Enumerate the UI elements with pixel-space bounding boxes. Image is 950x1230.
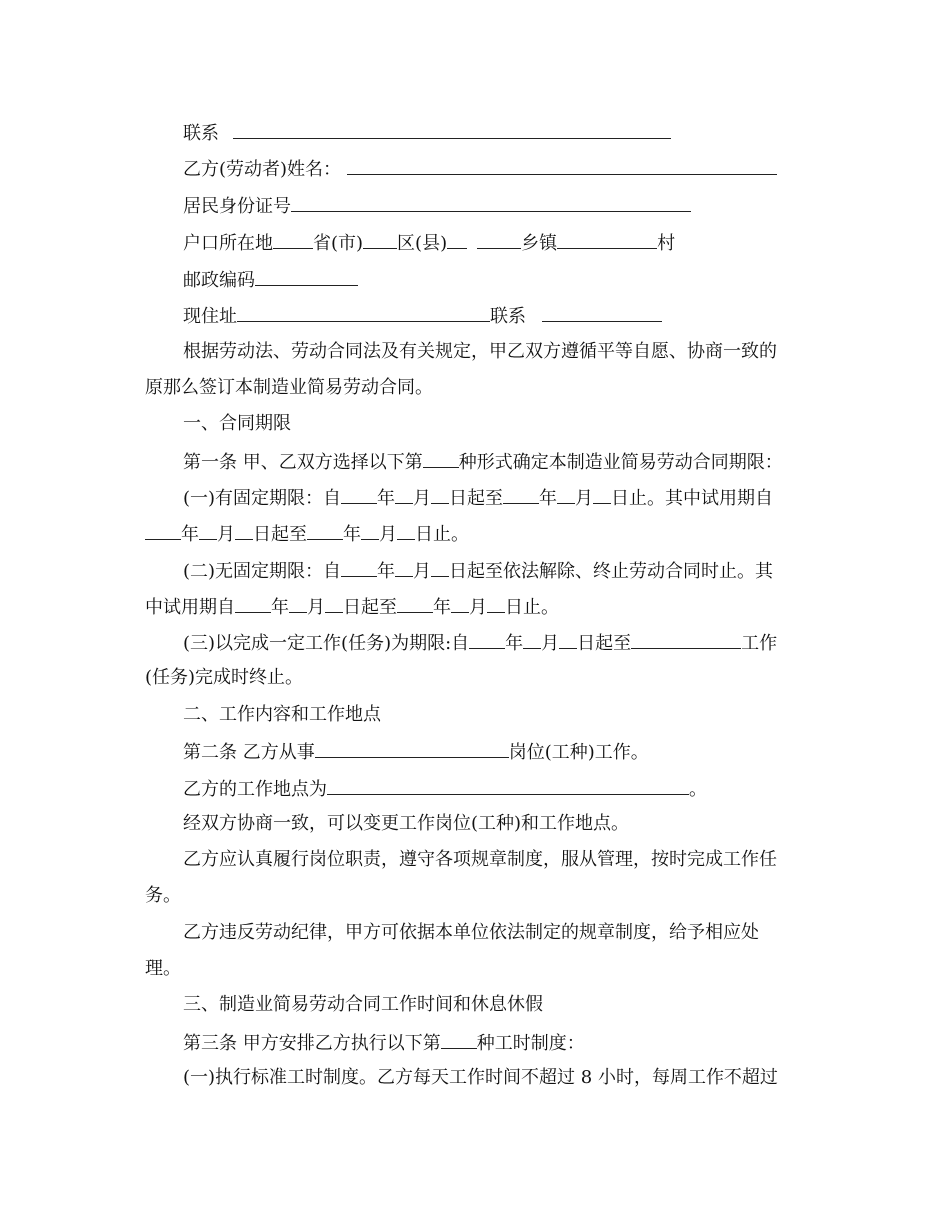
- option-1-label: (一)有固定期限：自: [183, 488, 342, 509]
- article-2-text-b: 岗位(工种)工作。: [508, 742, 649, 763]
- workplace-text-b: 。: [689, 779, 707, 800]
- month-label: 月: [413, 561, 432, 582]
- year-label: 年: [181, 524, 199, 545]
- month-label: 月: [379, 524, 397, 545]
- month-label: 月: [217, 524, 235, 545]
- township-blank[interactable]: [477, 231, 521, 249]
- workplace-line: [183, 777, 707, 801]
- party-b-name-label: 乙方(劳动者)姓名：: [183, 159, 342, 180]
- household-line: [183, 231, 675, 255]
- article-2-text-a: 第二条 乙方从事: [183, 742, 315, 763]
- blank[interactable]: [199, 522, 217, 540]
- village-label: 村: [657, 233, 676, 254]
- year-label: 年: [271, 597, 289, 618]
- article-3-line: [183, 1031, 585, 1055]
- option-1-line-2: [145, 522, 469, 546]
- district-blank[interactable]: [363, 231, 397, 249]
- month-label: 月: [307, 597, 325, 618]
- blank[interactable]: [307, 522, 343, 540]
- day-from-to-label: 日起至: [449, 488, 504, 509]
- task-blank[interactable]: [631, 631, 741, 649]
- article-3-text-b: 种工时制度：: [476, 1033, 585, 1054]
- duty-line-2: 务。: [145, 885, 181, 906]
- province-label: 省(市): [313, 233, 364, 254]
- blank[interactable]: [145, 522, 181, 540]
- blank[interactable]: [325, 595, 343, 613]
- discipline-line-1: 乙方违反劳动纪律，甲方可依据本单位依法制定的规章制度，给予相应处: [183, 922, 759, 943]
- month-label: 月: [575, 488, 594, 509]
- province-blank[interactable]: [273, 231, 313, 249]
- option-1-trial-text: 日止。其中试用期自: [611, 488, 774, 509]
- option-2-line-1: [183, 559, 773, 583]
- day-end-label: 日止。: [505, 597, 559, 618]
- id-number-blank[interactable]: [291, 194, 691, 212]
- workplace-blank[interactable]: [327, 777, 689, 795]
- day-from-to-label: 日起至: [343, 597, 397, 618]
- option-3-line-2: (任务)完成时终止。: [145, 667, 304, 688]
- address-label: 现住址: [183, 306, 237, 327]
- contact-line: [183, 121, 671, 145]
- blank[interactable]: [235, 595, 271, 613]
- workplace-text-a: 乙方的工作地点为: [183, 779, 327, 800]
- change-line: 经双方协商一致，可以变更工作岗位(工种)和工作地点。: [183, 813, 630, 834]
- option-3-line-1: [183, 631, 777, 655]
- blank[interactable]: [557, 486, 575, 504]
- year-label: 年: [433, 597, 451, 618]
- blank[interactable]: [341, 486, 377, 504]
- article-2-line: [183, 740, 649, 764]
- address-line: [183, 304, 662, 328]
- month-label: 月: [469, 597, 487, 618]
- job-post-blank[interactable]: [315, 740, 509, 758]
- discipline-line-2: 理。: [145, 958, 181, 979]
- blank[interactable]: [431, 559, 449, 577]
- option-3-work-label: 工作: [741, 633, 778, 654]
- postcode-line: [183, 268, 358, 292]
- blank[interactable]: [451, 595, 469, 613]
- option-2-trial-label: 中试用期自: [145, 597, 235, 618]
- blank[interactable]: [593, 486, 611, 504]
- intro-line-1: 根据劳动法、劳动合同法及有关规定，甲乙双方遵循平等自愿、协商一致的: [183, 341, 777, 362]
- district-extra-blank[interactable]: [447, 231, 467, 249]
- hours-line-1: (一)执行标准工时制度。乙方每天工作时间不超过 8 小时，每周工作不超过: [183, 1067, 778, 1088]
- option-1-line-1: [183, 486, 773, 510]
- article-1-text-a: 第一条 甲、乙双方选择以下第: [183, 452, 423, 473]
- article-1-line: [183, 450, 783, 474]
- village-blank[interactable]: [557, 231, 657, 249]
- id-number-line: [183, 194, 691, 218]
- duty-line-1: 乙方应认真履行岗位职责，遵守各项规章制度，服从管理，按时完成工作任: [183, 849, 777, 870]
- article-1-choice-blank[interactable]: [423, 450, 459, 468]
- section-2-title: 二、工作内容和工作地点: [183, 704, 381, 725]
- postcode-label: 邮政编码: [183, 270, 255, 291]
- year-label: 年: [539, 488, 558, 509]
- article-1-text-b: 种形式确定本制造业简易劳动合同期限：: [458, 452, 783, 473]
- option-3-label: (三)以完成一定工作(任务)为期限:自: [183, 633, 470, 654]
- township-label: 乡镇: [521, 233, 558, 254]
- article-3-text-a: 第三条 甲方安排乙方执行以下第: [183, 1033, 441, 1054]
- hours-choice-blank[interactable]: [441, 1031, 477, 1049]
- household-label: 户口所在地: [183, 233, 273, 254]
- section-1-title: 一、合同期限: [183, 413, 291, 434]
- blank[interactable]: [289, 595, 307, 613]
- intro-line-2: 原那么签订本制造业简易劳动合同。: [145, 377, 433, 398]
- contact-label: 联系: [183, 123, 219, 144]
- blank[interactable]: [523, 631, 541, 649]
- party-b-name-line: [183, 157, 777, 181]
- day-from-to-label: 日起至: [577, 633, 632, 654]
- option-2-line-2: [145, 595, 559, 619]
- year-label: 年: [377, 561, 396, 582]
- section-3-title: 三、制造业简易劳动合同工作时间和休息休假: [183, 994, 543, 1015]
- blank[interactable]: [397, 595, 433, 613]
- blank[interactable]: [559, 631, 577, 649]
- contact-blank[interactable]: [233, 121, 671, 139]
- blank[interactable]: [469, 631, 505, 649]
- blank[interactable]: [503, 486, 539, 504]
- blank[interactable]: [395, 486, 413, 504]
- address-contact-label: 联系: [490, 306, 526, 327]
- option-2-rest-text: 日起至依法解除、终止劳动合同时止。其: [449, 561, 774, 582]
- blank[interactable]: [235, 522, 253, 540]
- year-label: 年: [343, 524, 361, 545]
- year-label: 年: [377, 488, 396, 509]
- party-b-name-blank[interactable]: [347, 157, 777, 175]
- month-label: 月: [541, 633, 560, 654]
- blank[interactable]: [431, 486, 449, 504]
- blank[interactable]: [361, 522, 379, 540]
- id-number-label: 居民身份证号: [183, 196, 291, 217]
- blank[interactable]: [395, 559, 413, 577]
- blank[interactable]: [397, 522, 415, 540]
- blank[interactable]: [341, 559, 377, 577]
- address-blank[interactable]: [237, 304, 490, 322]
- district-label: 区(县): [397, 233, 448, 254]
- option-2-label: (二)无固定期限：自: [183, 561, 342, 582]
- month-label: 月: [413, 488, 432, 509]
- day-from-to-label: 日起至: [253, 524, 307, 545]
- blank[interactable]: [487, 595, 505, 613]
- day-end-label: 日止。: [415, 524, 469, 545]
- year-label: 年: [505, 633, 524, 654]
- address-contact-blank[interactable]: [542, 304, 662, 322]
- postcode-blank[interactable]: [255, 268, 358, 286]
